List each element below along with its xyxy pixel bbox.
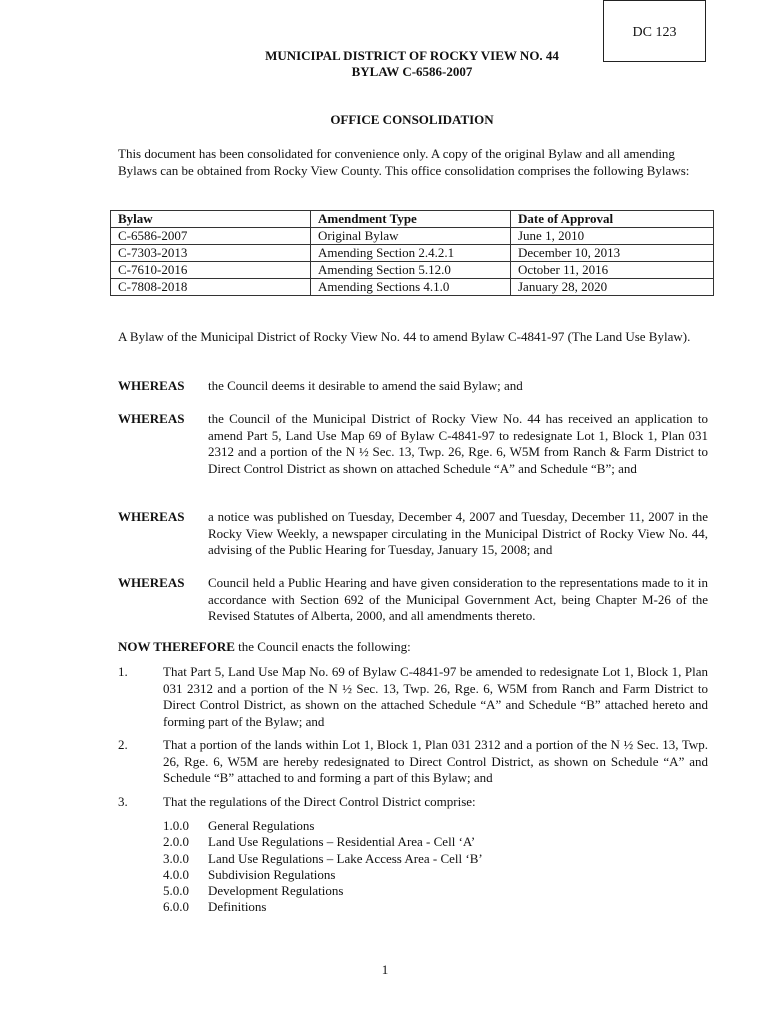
regulation-title: Development Regulations: [208, 883, 344, 899]
regulation-title: Land Use Regulations – Residential Area - Cell ‘A’: [208, 834, 476, 850]
whereas-text: a notice was published on Tuesday, December 4, 2007 and Tuesday, December 11, 2007 in the Rocky View Weekly, a newspaper circulating in the Municipal District of Rocky View No. 44, advising of the Public Hearing for Tuesday, January 15, 2008; and: [208, 509, 708, 557]
enacting-text: the Council enacts the following:: [234, 639, 411, 654]
list-item: [163, 899, 483, 915]
table-header-row: [111, 211, 714, 228]
whereas-keyword: WHEREAS: [118, 378, 185, 393]
table-cell: C-7808-2018: [111, 279, 311, 296]
regulation-title: General Regulations: [208, 818, 315, 833]
list-item: [163, 818, 483, 834]
whereas-clause: [118, 378, 708, 395]
regulation-number: 2.0.0: [163, 834, 189, 850]
list-item: [163, 834, 483, 850]
consolidation-title: OFFICE CONSOLIDATION: [330, 112, 494, 127]
regulation-title: Definitions: [208, 899, 267, 915]
clause-text: That the regulations of the Direct Control District comprise:: [163, 794, 476, 809]
clause-text: That Part 5, Land Use Map No. 69 of Bylaw C-4841-97 be amended to redesignate Lot 1, Block 1, Plan 031 2312 and a portion of the N ½ Sec. 13, Twp. 26, Rge. 6, W5M from Ranch and Farm District to Direct Control District, as shown on the attached Schedule “A” and Schedule “B” attached hereto and forming part of the Bylaw; and: [163, 664, 708, 729]
numbered-clause: [118, 794, 708, 811]
table-cell: January 28, 2020: [511, 279, 714, 296]
regulation-number: 4.0.0: [163, 866, 189, 882]
table-row: [111, 228, 714, 245]
table-cell: October 11, 2016: [511, 262, 714, 279]
whereas-clause: [118, 411, 708, 477]
table-cell: Amending Sections 4.1.0: [311, 279, 511, 296]
regulations-list: [163, 818, 483, 916]
clause-number: 1.: [118, 664, 128, 679]
clause-number: 3.: [118, 794, 128, 809]
table-cell: December 10, 2013: [511, 245, 714, 262]
numbered-clause: [118, 664, 708, 730]
table-cell: C-7610-2016: [111, 262, 311, 279]
whereas-text: the Council of the Municipal District of Rocky View No. 44 has received an application to amend Part 5, Land Use Map 69 of Bylaw C-4841-97 to redesignate Lot 1, Block 1, Plan 031 2312 and a portion of the N ½ Sec. 13, Twp. 26, Rge. 6, W5M from Ranch & Farm District to Direct Control District as shown on attached Schedule “A” and Schedule “B”; and: [208, 411, 708, 476]
bylaw-purpose: A Bylaw of the Municipal District of Rocky View No. 44 to amend Bylaw C-4841-97 (The Land Use Bylaw).: [118, 329, 691, 344]
intro-paragraph: This document has been consolidated for convenience only. A copy of the original Bylaw and all amending Bylaws can be obtained from Rocky View County. This office consolidation comprises the following Bylaws:: [118, 146, 690, 178]
numbered-clause: [118, 737, 708, 787]
header-bylaw-number: BYLAW C-6586-2007: [351, 64, 473, 79]
enacting-clause: [118, 639, 708, 656]
whereas-keyword: WHEREAS: [118, 411, 185, 426]
regulation-title: Subdivision Regulations: [208, 866, 336, 882]
regulation-number: 5.0.0: [163, 883, 189, 899]
table-header-cell: Date of Approval: [511, 211, 714, 228]
regulation-number: 6.0.0: [163, 899, 189, 915]
table-cell: C-7303-2013: [111, 245, 311, 262]
document-number: DC 123: [632, 25, 677, 40]
clause-text: That a portion of the lands within Lot 1, Block 1, Plan 031 2312 and a portion of the N ½ Sec. 13, Twp. 26, Rge. 6, W5M are hereby redesignated to Direct Control District, as shown on Schedule “A” and Schedule “B” attached to and forming a part of this Bylaw; and: [163, 737, 708, 785]
whereas-text: the Council deems it desirable to amend the said Bylaw; and: [208, 378, 523, 393]
regulation-number: 3.0.0: [163, 850, 189, 866]
whereas-keyword: WHEREAS: [118, 509, 185, 524]
table-row: [111, 279, 714, 296]
regulation-title: Land Use Regulations – Lake Access Area - Cell ‘B’: [208, 850, 483, 866]
whereas-text: Council held a Public Hearing and have given consideration to the representations made to it in accordance with Section 692 of the Municipal Government Act, being Chapter M-26 of the Revised Statutes of Alberta, 2000, and all amendments thereto.: [208, 575, 708, 623]
header-municipality: MUNICIPAL DISTRICT OF ROCKY VIEW NO. 44: [265, 48, 559, 63]
regulation-number: 1.0.0: [163, 818, 189, 833]
whereas-keyword: WHEREAS: [118, 575, 185, 590]
table-cell: Amending Section 2.4.2.1: [311, 245, 511, 262]
table-header-cell: Amendment Type: [311, 211, 511, 228]
table-cell: Original Bylaw: [311, 228, 511, 245]
table-cell: Amending Section 5.12.0: [311, 262, 511, 279]
list-item: [163, 851, 483, 867]
clause-number: 2.: [118, 737, 128, 752]
amendments-table: [110, 210, 714, 296]
page-number: 1: [381, 962, 389, 977]
enacting-keyword: NOW THEREFORE: [118, 639, 235, 654]
whereas-clause: [118, 575, 708, 625]
list-item: [163, 883, 483, 899]
table-header-cell: Bylaw: [111, 211, 311, 228]
table-cell: C-6586-2007: [111, 228, 311, 245]
table-row: [111, 262, 714, 279]
whereas-clause: [118, 509, 708, 559]
document-header: [115, 48, 709, 80]
table-row: [111, 245, 714, 262]
table-cell: June 1, 2010: [511, 228, 714, 245]
list-item: [163, 867, 483, 883]
